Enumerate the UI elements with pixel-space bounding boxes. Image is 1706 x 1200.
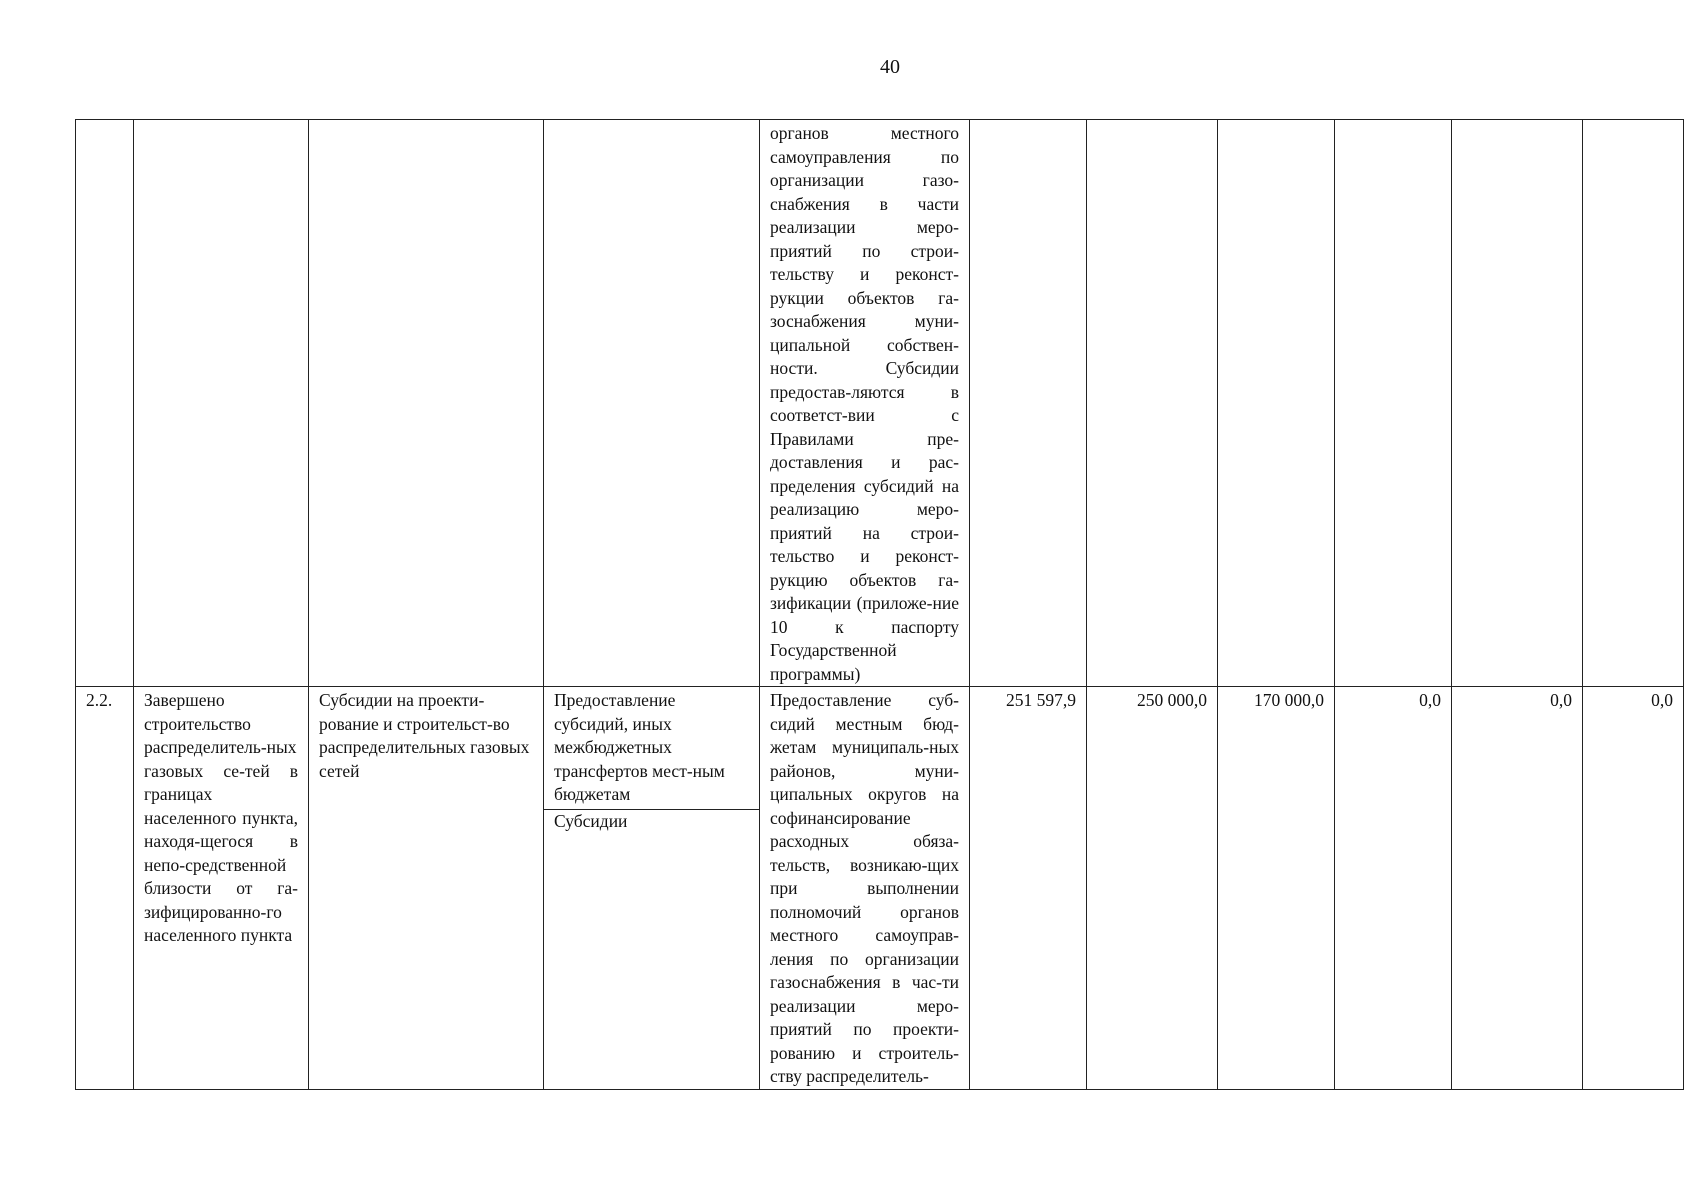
- value-cell-1: [970, 120, 1087, 687]
- table-row: [76, 687, 1684, 1090]
- value-cell-2: [1087, 120, 1218, 687]
- result-cell: [134, 120, 309, 687]
- value-cell-6: [1583, 120, 1684, 687]
- description-cell: Предоставление суб-сидий местным бюд-жетам муниципаль-ных районов, муни-ципальных округов на софинансирование расходных обяза-тельств, возникаю-щих при выполнении полномочий органов местного самоуправ-ления по организации газоснабжения в час-ти реализации меро-приятий по проекти-рованию и строитель-ству распределитель-: [760, 687, 970, 1090]
- value-cell-6: 0,0: [1583, 687, 1684, 1090]
- support-subtype-text: Субсидии: [554, 810, 628, 831]
- program-table: [75, 119, 1684, 1090]
- row-number-cell: [76, 120, 134, 687]
- description-cell: органов местного самоуправления по организации газо-снабжения в части реализации меро-приятий по строи-тельству и реконст-рукции объектов га-зоснабжения муни-ципальной собствен-ности. Субсидии предостав-ляются в соответст-вии с Правилами пре-доставления и рас-пределения субсидий на реализацию меро-приятий на строи-тельство и реконст-рукцию объектов га-зификации (приложе-ние 10 к паспорту Государственной программы): [760, 120, 970, 687]
- value-cell-3: [1218, 120, 1335, 687]
- value-cell-4: 0,0: [1335, 687, 1452, 1090]
- event-cell: Субсидии на проекти-рование и строительст-во распределительных газовых сетей: [309, 687, 544, 1090]
- value-cell-4: [1335, 120, 1452, 687]
- value-cell-5: 0,0: [1452, 687, 1583, 1090]
- page-number: 40: [880, 56, 900, 78]
- value-cell-3: 170 000,0: [1218, 687, 1335, 1090]
- value-cell-5: [1452, 120, 1583, 687]
- event-cell: [309, 120, 544, 687]
- row-number-cell: 2.2.: [76, 687, 134, 1090]
- value-cell-2: 250 000,0: [1087, 687, 1218, 1090]
- value-cell-1: 251 597,9: [970, 687, 1087, 1090]
- support-type-cell: [544, 687, 760, 1090]
- support-type-cell: [544, 120, 760, 687]
- table-row: [76, 120, 1684, 687]
- support-type-text: Предоставление субсидий, иных межбюджетных трансфертов мест-ным бюджетам: [554, 690, 725, 804]
- result-cell: Завершено строительство распределитель-ных газовых се-тей в границах населенного пункта, находя-щегося в непо-средственной близости от га-зифицированно-го населенного пункта: [134, 687, 309, 1090]
